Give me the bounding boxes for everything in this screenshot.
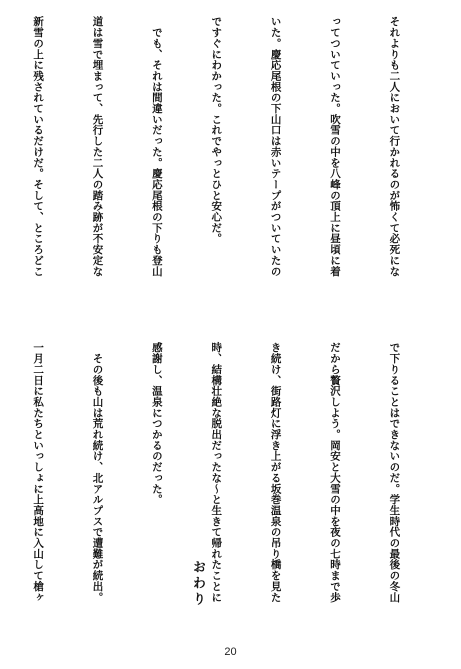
upper-text-column <box>13 16 443 339</box>
text-line: 感謝し、温泉につかるのだった。 <box>150 342 163 505</box>
text-line: で下りることはできないのだ。学生時代の最後の冬山 <box>388 342 401 603</box>
text-line: 一月二日に私たちといっしょに上高地に入山して槍ヶ <box>32 342 45 603</box>
text-line: それよりも二人において行かれるのが怖くて必死にな <box>388 16 401 277</box>
text-line: 道は雪で埋まって、先行した二人の踏み跡が不安定な <box>91 16 104 277</box>
text-line: き続け、街路灯に浮き上がる坂巻温泉の吊り橋を見た <box>269 342 282 603</box>
text-line: でも、それは間違いだった。慶応尾根の下りも登山 <box>150 16 163 277</box>
page-number: 20 <box>224 646 237 658</box>
text-line: ですぐにわかった。これでやっとひと安心だ。 <box>210 16 223 244</box>
text-line: ってついていった。吹雪の中を八峰の頂上に昼頃に着 <box>329 16 342 277</box>
text-line: いた。慶応尾根の下山口は赤いテープがついていたの <box>269 16 282 277</box>
text-line: 新雪の上に残されているだけだ。そして、ところどこ <box>32 16 45 277</box>
text-line: だから贅沢しよう。岡安と大雪の中を夜の七時まで歩 <box>329 342 342 603</box>
text-line: 時、結構壮絶な脱出だったな～と生きて帰れたことに <box>210 342 223 603</box>
text-line: その後も山は荒れ続け、北アルプスで遭難が続出。 <box>91 342 104 603</box>
ending-mark: おわり <box>190 560 205 608</box>
